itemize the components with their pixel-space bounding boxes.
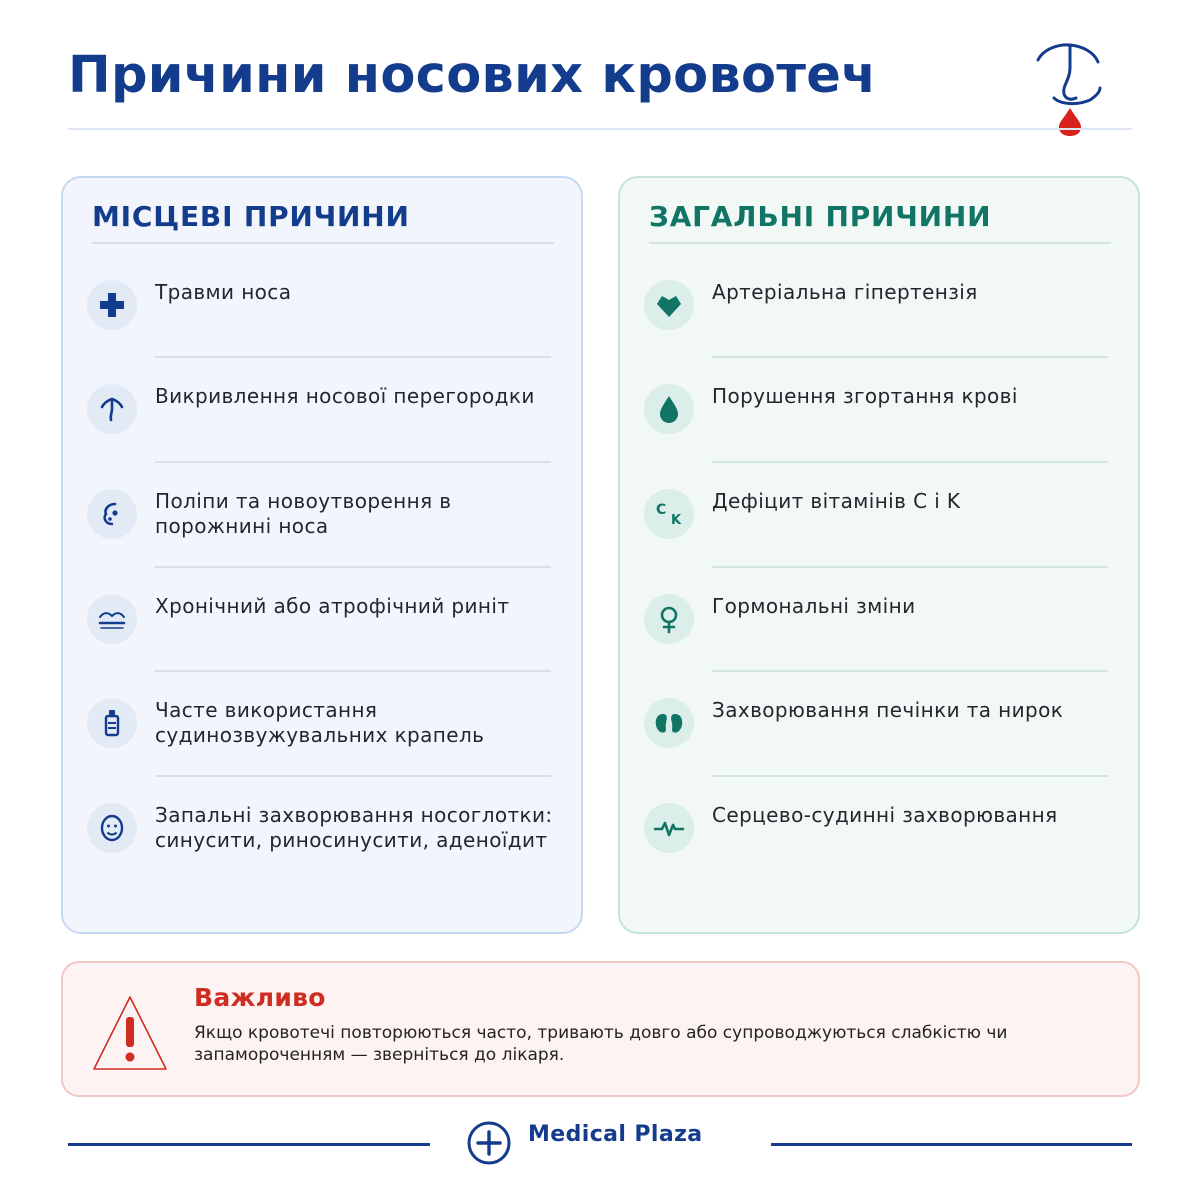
general-causes-card — [618, 176, 1140, 934]
brand-name: Medical Plaza — [528, 1122, 703, 1147]
local-causes-card — [61, 176, 583, 934]
notice-text: Якщо кровотечі повторюються часто, тривають довго або супроводжуються слабкістю чи запамороченням — зверніться до лікаря. — [194, 1023, 1008, 1065]
page-title: Причини носових кровотеч — [68, 46, 877, 105]
heartbeat-icon — [644, 803, 694, 853]
list-item: Артеріальна гіпертензія — [712, 280, 978, 304]
item-divider — [712, 356, 1108, 358]
item-divider — [155, 461, 551, 463]
warning-icon — [91, 993, 169, 1073]
nose-bleed-logo-icon — [1030, 38, 1110, 138]
female-symbol-icon — [644, 594, 694, 644]
nasal-spray-icon — [87, 698, 137, 748]
list-item: Часте використання судинозвужувальних крапель — [155, 698, 485, 747]
item-divider — [155, 566, 551, 568]
footer-divider-left — [68, 1143, 430, 1146]
nasal-septum-icon — [87, 384, 137, 434]
list-item: Травми носа — [155, 280, 292, 304]
list-item: Хронічний або атрофічний риніт — [155, 594, 510, 618]
plus-circle-icon — [466, 1120, 512, 1166]
heart-icon — [644, 280, 694, 330]
card-title-divider — [92, 242, 554, 244]
notice-title: Важливо — [194, 983, 326, 1012]
list-item: Захворювання печінки та нирок — [712, 698, 1064, 722]
blood-drop-icon — [644, 384, 694, 434]
item-divider — [712, 775, 1108, 777]
list-item: Гормональні зміни — [712, 594, 916, 618]
vitamins-icon — [644, 489, 694, 539]
medical-cross-icon — [87, 280, 137, 330]
item-divider — [155, 775, 551, 777]
list-item: Поліпи та новоутворення в порожнині носа — [155, 489, 452, 538]
item-divider — [712, 566, 1108, 568]
list-item: Дефіцит вітамінів C і K — [712, 489, 961, 513]
item-divider — [712, 670, 1108, 672]
important-notice — [61, 961, 1140, 1097]
list-item: Запальні захворювання носоглотки: синусити, риносинусити, аденоїдит — [155, 803, 553, 852]
list-item: Викривлення носової перегородки — [155, 384, 535, 408]
polyp-icon — [87, 489, 137, 539]
vitamin-c-label: C — [656, 502, 667, 518]
card-title-divider — [649, 242, 1111, 244]
footer-divider-right — [771, 1143, 1132, 1146]
kidneys-icon — [644, 698, 694, 748]
list-item: Порушення згортання крові — [712, 384, 1018, 408]
item-divider — [155, 356, 551, 358]
local-causes-title: МІСЦЕВІ ПРИЧИНИ — [92, 200, 410, 233]
item-divider — [155, 670, 551, 672]
list-item: Серцево-судинні захворювання — [712, 803, 1058, 827]
nasal-mucosa-icon — [87, 594, 137, 644]
item-divider — [712, 461, 1108, 463]
general-causes-title: ЗАГАЛЬНІ ПРИЧИНИ — [649, 200, 992, 233]
title-divider — [68, 128, 1132, 130]
face-icon — [87, 803, 137, 853]
vitamin-k-label: K — [671, 513, 682, 528]
